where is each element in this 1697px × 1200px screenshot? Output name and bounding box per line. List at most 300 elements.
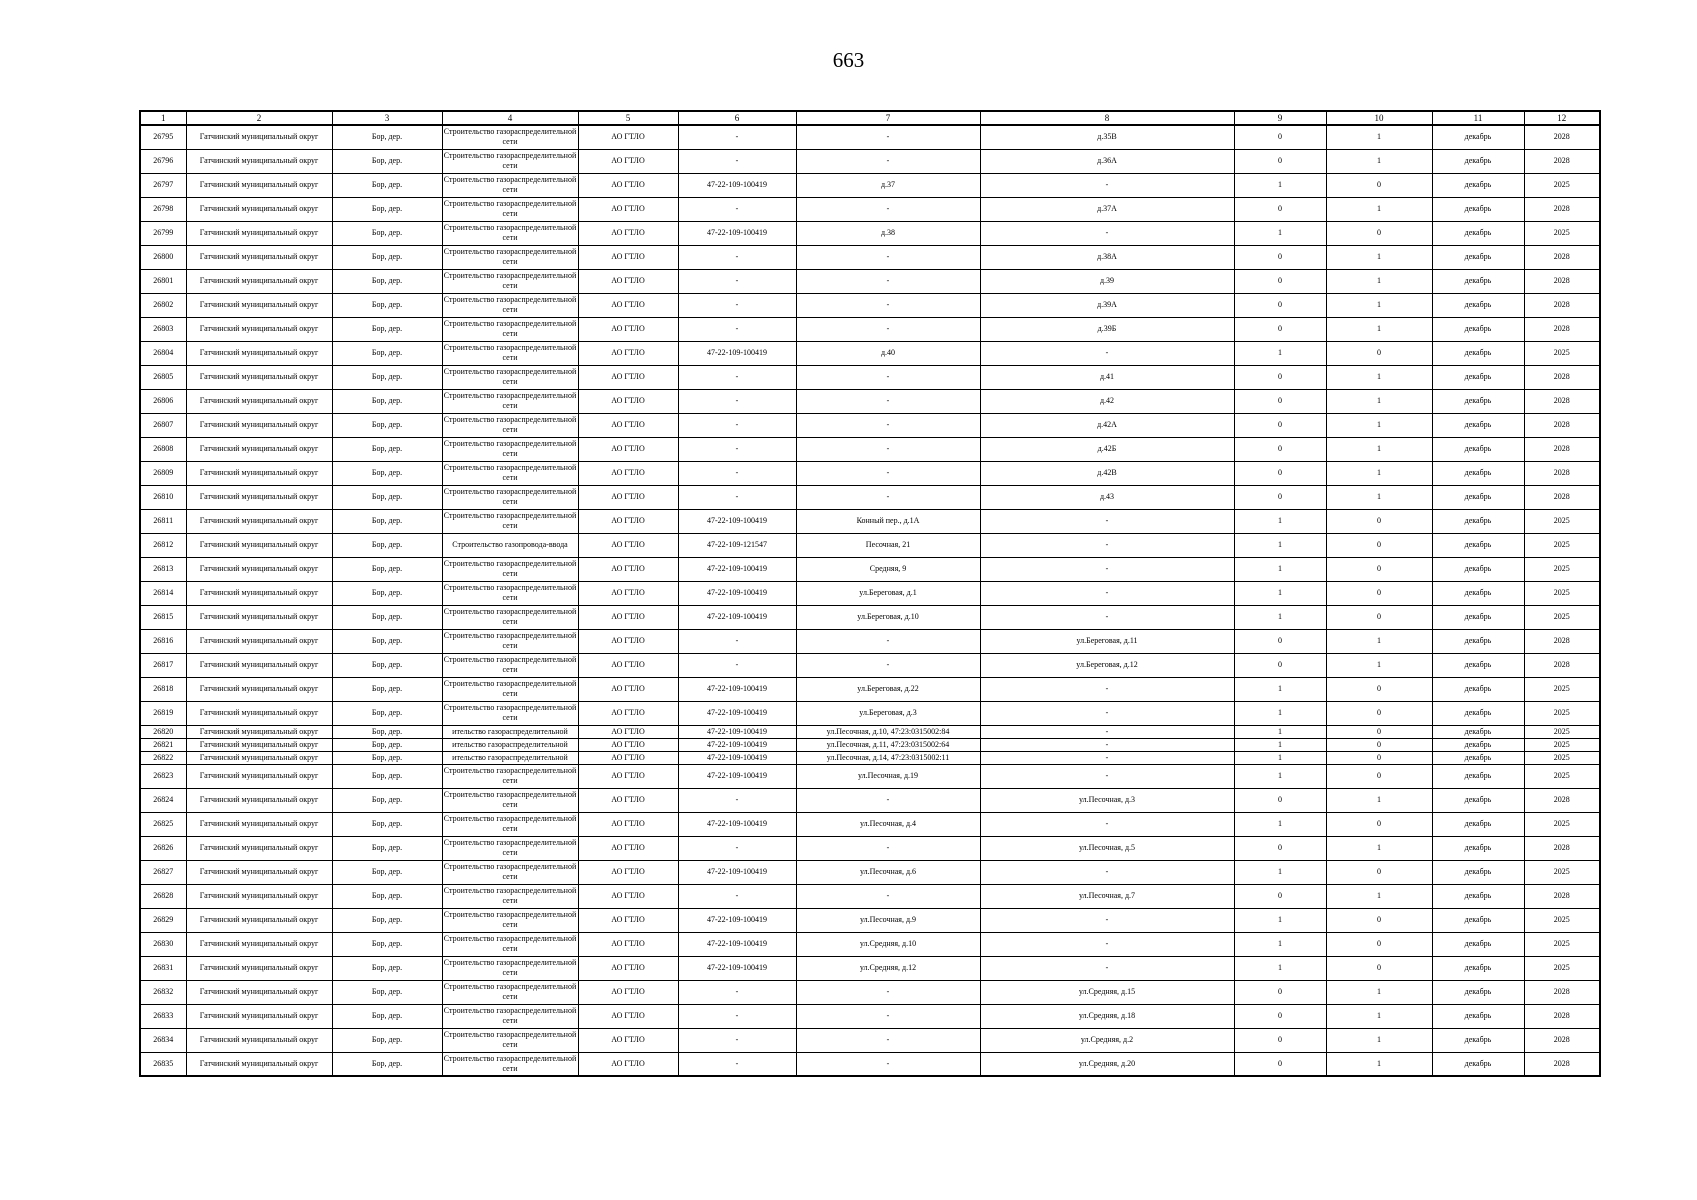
table-cell: 2028 [1524,389,1600,413]
table-cell: ительство газораспределительной [442,725,578,738]
table-cell: 0 [1326,509,1432,533]
table-cell: 2028 [1524,836,1600,860]
table-cell: 26807 [140,413,186,437]
table-cell: Бор, дер. [332,269,442,293]
table-cell: АО ГТЛО [578,860,678,884]
table-cell: - [980,581,1234,605]
table-cell: Строительство газораспределительной сети [442,341,578,365]
table-cell: Строительство газораспределительной сети [442,1052,578,1076]
table-cell: АО ГТЛО [578,812,678,836]
table-cell: - [678,980,796,1004]
table-cell: Строительство газораспределительной сети [442,860,578,884]
table-cell: АО ГТЛО [578,738,678,751]
table-cell: 0 [1234,1052,1326,1076]
table-cell: Бор, дер. [332,725,442,738]
table-cell: АО ГТЛО [578,751,678,764]
table-row [140,581,1600,605]
table-cell: 26819 [140,701,186,725]
table-cell: Строительство газораспределительной сети [442,293,578,317]
table-cell: 26830 [140,932,186,956]
table-cell: 0 [1234,1028,1326,1052]
table-cell: 1 [1326,485,1432,509]
table-cell: АО ГТЛО [578,605,678,629]
table-cell: Бор, дер. [332,533,442,557]
table-cell: 2025 [1524,605,1600,629]
table-cell: декабрь [1432,751,1524,764]
table-cell: декабрь [1432,149,1524,173]
table-cell: 2025 [1524,533,1600,557]
table-row [140,269,1600,293]
table-cell: 47-22-109-100419 [678,908,796,932]
table-cell: Гатчинский муниципальный округ [186,812,332,836]
table-cell: Гатчинский муниципальный округ [186,461,332,485]
table-cell: 1 [1234,173,1326,197]
table-cell: Бор, дер. [332,437,442,461]
table-cell: 26812 [140,533,186,557]
column-header: 12 [1524,111,1600,125]
table-cell: - [678,413,796,437]
table-row [140,932,1600,956]
table-cell: 2025 [1524,860,1600,884]
table-cell: АО ГТЛО [578,149,678,173]
table-cell: 26832 [140,980,186,1004]
table-cell: - [796,788,980,812]
column-header: 9 [1234,111,1326,125]
table-cell: декабрь [1432,485,1524,509]
table-cell: 1 [1326,149,1432,173]
table-cell: д.42 [980,389,1234,413]
table-cell: ул.Песочная, д.10, 47:23:0315002:84 [796,725,980,738]
table-cell: АО ГТЛО [578,509,678,533]
table-cell: - [678,389,796,413]
table-cell: Конный пер., д.1А [796,509,980,533]
table-cell: Строительство газораспределительной сети [442,701,578,725]
table-row [140,725,1600,738]
table-cell: 26833 [140,1004,186,1028]
table-cell: 0 [1234,317,1326,341]
table-row [140,677,1600,701]
table-cell: 1 [1234,221,1326,245]
table-cell: - [678,836,796,860]
table-cell: Гатчинский муниципальный округ [186,653,332,677]
table-cell: декабрь [1432,836,1524,860]
table-cell: декабрь [1432,1028,1524,1052]
table-cell: д.41 [980,365,1234,389]
table-cell: декабрь [1432,125,1524,149]
table-cell: Бор, дер. [332,293,442,317]
table-cell: Бор, дер. [332,245,442,269]
table-cell: - [796,653,980,677]
table-cell: Бор, дер. [332,701,442,725]
table-cell: Строительство газораспределительной сети [442,245,578,269]
table-cell: - [980,533,1234,557]
table-cell: 0 [1326,738,1432,751]
table-cell: декабрь [1432,980,1524,1004]
table-row [140,908,1600,932]
table-cell: 26813 [140,557,186,581]
table-cell: 2025 [1524,738,1600,751]
table-row [140,738,1600,751]
table-cell: - [796,1004,980,1028]
table-cell: Гатчинский муниципальный округ [186,173,332,197]
table-cell: 26800 [140,245,186,269]
table-cell: 1 [1234,509,1326,533]
table-cell: Строительство газораспределительной сети [442,581,578,605]
table-cell: 47-22-109-100419 [678,581,796,605]
table-cell: 2028 [1524,1052,1600,1076]
table-cell: Строительство газораспределительной сети [442,509,578,533]
table-cell: 1 [1326,980,1432,1004]
table-cell: Гатчинский муниципальный округ [186,764,332,788]
table-cell: 0 [1234,197,1326,221]
table-cell: 0 [1326,908,1432,932]
table-cell: 2028 [1524,245,1600,269]
table-cell: - [980,738,1234,751]
table-cell: ул.Песочная, д.3 [980,788,1234,812]
table-cell: 1 [1326,1004,1432,1028]
table-cell: ул.Средняя, д.20 [980,1052,1234,1076]
table-cell: д.37А [980,197,1234,221]
table-cell: Бор, дер. [332,317,442,341]
table-cell: 0 [1234,365,1326,389]
table-cell: 0 [1326,860,1432,884]
table-cell: Строительство газораспределительной сети [442,956,578,980]
table-cell: 0 [1234,653,1326,677]
table-cell: АО ГТЛО [578,341,678,365]
column-header: 2 [186,111,332,125]
table-cell: Гатчинский муниципальный округ [186,557,332,581]
table-cell: Гатчинский муниципальный округ [186,738,332,751]
table-row [140,788,1600,812]
table-cell: 26831 [140,956,186,980]
table-cell: 0 [1234,836,1326,860]
table-cell: 47-22-109-100419 [678,701,796,725]
table-cell: Бор, дер. [332,1028,442,1052]
table-cell: 26808 [140,437,186,461]
table-cell: Строительство газораспределительной сети [442,836,578,860]
table-cell: АО ГТЛО [578,221,678,245]
table-cell: Гатчинский муниципальный округ [186,908,332,932]
table-cell: 2025 [1524,932,1600,956]
table-cell: Песочная, 21 [796,533,980,557]
table-cell: 2025 [1524,677,1600,701]
table-cell: Гатчинский муниципальный округ [186,629,332,653]
table-cell: 0 [1234,1004,1326,1028]
table-cell: Бор, дер. [332,1052,442,1076]
table-cell: 0 [1234,269,1326,293]
table-cell: - [678,629,796,653]
table-cell: Гатчинский муниципальный округ [186,221,332,245]
table-cell: 2028 [1524,653,1600,677]
table-cell: Гатчинский муниципальный округ [186,751,332,764]
table-cell: Строительство газопровода-ввода [442,533,578,557]
table-cell: 26802 [140,293,186,317]
table-row [140,509,1600,533]
table-cell: декабрь [1432,788,1524,812]
table-cell: АО ГТЛО [578,461,678,485]
table-cell: 0 [1234,629,1326,653]
table-row [140,389,1600,413]
table-cell: 0 [1326,725,1432,738]
table-cell: - [980,701,1234,725]
table-cell: 0 [1326,173,1432,197]
table-cell: - [678,1052,796,1076]
table-cell: 47-22-109-100419 [678,956,796,980]
table-cell: 0 [1326,581,1432,605]
table-cell: Бор, дер. [332,738,442,751]
table-cell: Строительство газораспределительной сети [442,884,578,908]
table-cell: Строительство газораспределительной сети [442,269,578,293]
table-cell: 1 [1326,653,1432,677]
table-cell: декабрь [1432,341,1524,365]
table-cell: Бор, дер. [332,461,442,485]
table-cell: Гатчинский муниципальный округ [186,485,332,509]
table-cell: - [980,605,1234,629]
table-cell: декабрь [1432,677,1524,701]
table-cell: 26810 [140,485,186,509]
table-cell: Гатчинский муниципальный округ [186,1052,332,1076]
table-cell: - [678,461,796,485]
table-cell: 47-22-109-100419 [678,932,796,956]
table-cell: 0 [1234,485,1326,509]
table-cell: Строительство газораспределительной сети [442,1028,578,1052]
table-cell: АО ГТЛО [578,1028,678,1052]
table-cell: Гатчинский муниципальный округ [186,701,332,725]
column-header: 6 [678,111,796,125]
table-cell: Гатчинский муниципальный округ [186,533,332,557]
header-row [140,111,1600,125]
table-cell: - [980,557,1234,581]
table-cell: ул.Песочная, д.14, 47:23:0315002:11 [796,751,980,764]
table-cell: 47-22-109-100419 [678,221,796,245]
table-cell: АО ГТЛО [578,677,678,701]
table-cell: 2025 [1524,509,1600,533]
table-cell: Бор, дер. [332,605,442,629]
table-cell: Гатчинский муниципальный округ [186,788,332,812]
table-cell: АО ГТЛО [578,437,678,461]
table-cell: 0 [1326,764,1432,788]
table-cell: Строительство газораспределительной сети [442,221,578,245]
table-cell: - [796,1028,980,1052]
table-cell: - [796,245,980,269]
table-cell: 26828 [140,884,186,908]
table-cell: Бор, дер. [332,341,442,365]
table-cell: 26829 [140,908,186,932]
table-cell: Гатчинский муниципальный округ [186,725,332,738]
table-cell: - [796,836,980,860]
table-cell: - [796,125,980,149]
table-cell: д.39Б [980,317,1234,341]
table-cell: Строительство газораспределительной сети [442,557,578,581]
column-header: 5 [578,111,678,125]
table-cell: 0 [1234,788,1326,812]
table-cell: - [678,197,796,221]
table-cell: 26827 [140,860,186,884]
table-cell: Строительство газораспределительной сети [442,629,578,653]
table-cell: ул.Береговая, д.10 [796,605,980,629]
table-cell: декабрь [1432,365,1524,389]
table-cell: 1 [1326,884,1432,908]
table-cell: Бор, дер. [332,125,442,149]
table-cell: Гатчинский муниципальный округ [186,836,332,860]
table-cell: 1 [1326,629,1432,653]
column-header: 11 [1432,111,1524,125]
table-cell: ул.Песочная, д.6 [796,860,980,884]
table-cell: Бор, дер. [332,557,442,581]
table-cell: 26823 [140,764,186,788]
table-cell: 26826 [140,836,186,860]
table-cell: ул.Береговая, д.11 [980,629,1234,653]
table-cell: 1 [1234,751,1326,764]
table-cell: 0 [1326,221,1432,245]
table-cell: 47-22-109-100419 [678,860,796,884]
table-cell: д.42Б [980,437,1234,461]
table-cell: д.36А [980,149,1234,173]
table-cell: Бор, дер. [332,653,442,677]
table-row [140,173,1600,197]
table-cell: 47-22-109-121547 [678,533,796,557]
table-cell: 1 [1234,932,1326,956]
table-cell: - [980,509,1234,533]
table-cell: 1 [1234,764,1326,788]
table-cell: ительство газораспределительной [442,751,578,764]
table-cell: декабрь [1432,317,1524,341]
table-cell: Строительство газораспределительной сети [442,908,578,932]
table-cell: 1 [1234,812,1326,836]
table-cell: 26803 [140,317,186,341]
table-cell: АО ГТЛО [578,1052,678,1076]
table-cell: 0 [1234,461,1326,485]
table-cell: ул.Средняя, д.15 [980,980,1234,1004]
table-cell: 2028 [1524,413,1600,437]
table-cell: декабрь [1432,557,1524,581]
table-cell: АО ГТЛО [578,653,678,677]
table-cell: АО ГТЛО [578,413,678,437]
table-cell: - [980,932,1234,956]
table-row [140,653,1600,677]
table-cell: Гатчинский муниципальный округ [186,437,332,461]
table-cell: - [678,788,796,812]
table-cell: декабрь [1432,461,1524,485]
table-cell: 0 [1234,293,1326,317]
table-cell: 26811 [140,509,186,533]
table-cell: 26805 [140,365,186,389]
table-cell: 2028 [1524,629,1600,653]
data-table [139,110,1601,1077]
table-cell: 0 [1326,677,1432,701]
table-cell: АО ГТЛО [578,293,678,317]
table-cell: декабрь [1432,221,1524,245]
table-cell: Гатчинский муниципальный округ [186,1028,332,1052]
table-cell: ул.Средняя, д.12 [796,956,980,980]
table-cell: Гатчинский муниципальный округ [186,980,332,1004]
column-header: 7 [796,111,980,125]
table-cell: Бор, дер. [332,860,442,884]
table-cell: декабрь [1432,738,1524,751]
table-cell: Строительство газораспределительной сети [442,653,578,677]
table-cell: декабрь [1432,581,1524,605]
table-cell: 26824 [140,788,186,812]
table-cell: 26822 [140,751,186,764]
table-cell: АО ГТЛО [578,701,678,725]
table-cell: 26799 [140,221,186,245]
table-cell: - [980,908,1234,932]
page-number: 663 [832,48,865,72]
table-cell: 2028 [1524,197,1600,221]
table-cell: 1 [1234,677,1326,701]
table-cell: 0 [1234,125,1326,149]
table-cell: ул.Песочная, д.5 [980,836,1234,860]
table-cell: 26835 [140,1052,186,1076]
table-cell: 26820 [140,725,186,738]
table-cell: 26825 [140,812,186,836]
table-cell: - [796,461,980,485]
table-cell: - [678,884,796,908]
table-cell: - [796,389,980,413]
table-cell: Бор, дер. [332,677,442,701]
table-row [140,751,1600,764]
table-cell: 2028 [1524,884,1600,908]
table-cell: 1 [1326,317,1432,341]
table-cell: АО ГТЛО [578,557,678,581]
column-header: 3 [332,111,442,125]
table-row [140,533,1600,557]
table-cell: Бор, дер. [332,149,442,173]
table-cell: ул.Береговая, д.22 [796,677,980,701]
table-cell: 1 [1326,437,1432,461]
table-cell: 26796 [140,149,186,173]
table-cell: Бор, дер. [332,751,442,764]
table-cell: Бор, дер. [332,197,442,221]
table-row [140,1028,1600,1052]
table-cell: декабрь [1432,860,1524,884]
table-cell: д.38 [796,221,980,245]
table-cell: - [796,884,980,908]
table-cell: 1 [1234,860,1326,884]
table-cell: 1 [1234,738,1326,751]
table-cell: - [980,173,1234,197]
table-cell: декабрь [1432,1004,1524,1028]
table-cell: АО ГТЛО [578,1004,678,1028]
table-cell: 26821 [140,738,186,751]
table-cell: Гатчинский муниципальный округ [186,293,332,317]
table-cell: декабрь [1432,437,1524,461]
table-cell: АО ГТЛО [578,836,678,860]
table-cell: 47-22-109-100419 [678,812,796,836]
table-cell: АО ГТЛО [578,908,678,932]
table-cell: 47-22-109-100419 [678,677,796,701]
table-cell: 1 [1234,557,1326,581]
table-cell: Строительство газораспределительной сети [442,812,578,836]
table-cell: Строительство газораспределительной сети [442,1004,578,1028]
table-cell: - [980,812,1234,836]
column-header: 8 [980,111,1234,125]
table-cell: АО ГТЛО [578,245,678,269]
table-cell: - [980,677,1234,701]
table-cell: 2025 [1524,764,1600,788]
table-cell: 2028 [1524,485,1600,509]
table-cell: 26817 [140,653,186,677]
table-cell: АО ГТЛО [578,365,678,389]
table-cell: Бор, дер. [332,173,442,197]
table-cell: Бор, дер. [332,764,442,788]
table-row [140,1004,1600,1028]
table-cell: АО ГТЛО [578,197,678,221]
table-cell: 0 [1234,980,1326,1004]
table-cell: 1 [1326,389,1432,413]
table-cell: 1 [1234,581,1326,605]
table-cell: 2025 [1524,173,1600,197]
